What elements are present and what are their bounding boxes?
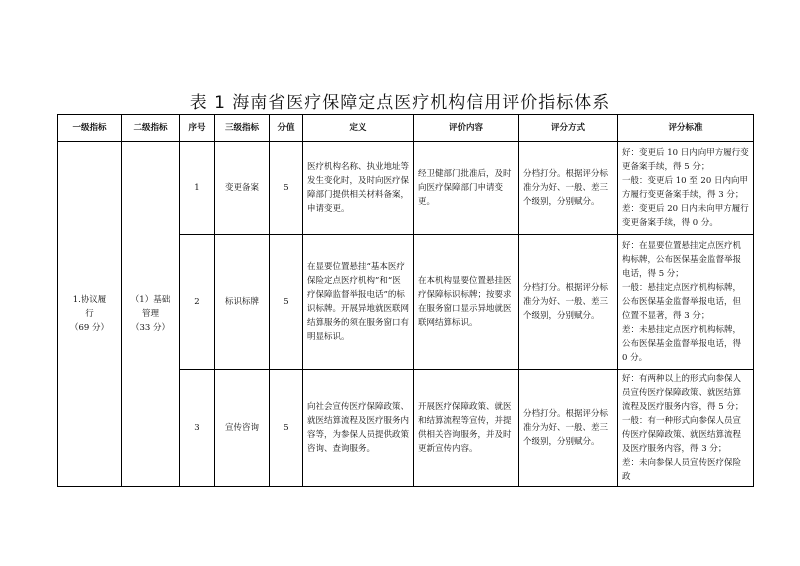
row-score: 5 <box>270 142 303 235</box>
row-number: 2 <box>180 235 215 370</box>
row-method: 分档打分。根据评分标准分为好、一般、差三个级别，分别赋分。 <box>519 370 618 487</box>
row-content: 在本机构显要位置悬挂医疗保障标识标牌；按要求在服务窗口显示异地就医联网结算标识。 <box>414 235 519 370</box>
row-content: 经卫健部门批准后，及时向医疗保障部门申请变更。 <box>414 142 519 235</box>
header-method: 评分方式 <box>519 115 618 142</box>
level3-name: 标识标牌 <box>215 235 270 370</box>
indicator-table <box>57 114 754 487</box>
row-score: 5 <box>270 370 303 487</box>
header-score: 分值 <box>270 115 303 142</box>
row-number: 3 <box>180 370 215 487</box>
header-level3: 三级指标 <box>215 115 270 142</box>
row-content: 开展医疗保障政策、就医和结算流程等宣传，并提供相关咨询服务，并及时更新宣传内容。 <box>414 370 519 487</box>
header-standard: 评分标准 <box>618 115 754 142</box>
header-definition: 定义 <box>303 115 414 142</box>
row-standard: 好：变更后 10 日内向甲方履行变更备案手续，得 5 分； 一般：变更后 10 至 20 日内向甲方履行变更备案手续，得 3 分； 差：变更后 20 日内未向甲方履行变更备案手续，得 0 分。 <box>618 142 754 235</box>
header-content: 评价内容 <box>414 115 519 142</box>
header-no: 序号 <box>180 115 215 142</box>
header-level1: 一级指标 <box>58 115 122 142</box>
table-header-row <box>58 115 754 142</box>
level3-name: 宣传咨询 <box>215 370 270 487</box>
row-definition: 医疗机构名称、执业地址等发生变化时，及时向医疗保障部门提供相关材料备案，申请变更。 <box>303 142 414 235</box>
row-score: 5 <box>270 235 303 370</box>
row-method: 分档打分。根据评分标准分为好、一般、差三个级别，分别赋分。 <box>519 142 618 235</box>
row-definition: 向社会宣传医疗保障政策、就医结算流程及医疗服务内容等，为参保人员提供政策咨询、查询服务。 <box>303 370 414 487</box>
level1-cell: 1.协议履 行 （69 分） <box>58 142 122 487</box>
row-number: 1 <box>180 142 215 235</box>
page-title: 表 1 海南省医疗保障定点医疗机构信用评价指标体系 <box>189 93 611 113</box>
row-method: 分档打分。根据评分标准分为好、一般、差三个级别，分别赋分。 <box>519 235 618 370</box>
row-standard: 好：有两种以上的形式向参保人员宣传医疗保障政策、就医结算流程及医疗服务内容，得 5 分； 一般：有一种形式向参保人员宣传医疗保障政策、就医结算流程及医疗服务内容，得 3 分； 差：未向参保人员宣传医疗保险政 <box>618 370 754 487</box>
level2-cell: （1）基础 管理 （33 分） <box>122 142 180 487</box>
row-definition: 在显要位置悬挂“基本医疗保险定点医疗机构”和“医疗保障监督举报电话”的标识标牌。开展异地就医联网结算服务的须在服务窗口有明显标识。 <box>303 235 414 370</box>
table-row <box>58 142 754 235</box>
level3-name: 变更备案 <box>215 142 270 235</box>
row-standard: 好：在显要位置悬挂定点医疗机构标牌，公布医保基金监督举报电话，得 5 分； 一般：悬挂定点医疗机构标牌，公布医保基金监督举报电话，但位置不显著，得 3 分； 差：未悬挂定点医疗机构标牌，公布医保基金监督举报电话，得 0 分。 <box>618 235 754 370</box>
header-level2: 二级指标 <box>122 115 180 142</box>
